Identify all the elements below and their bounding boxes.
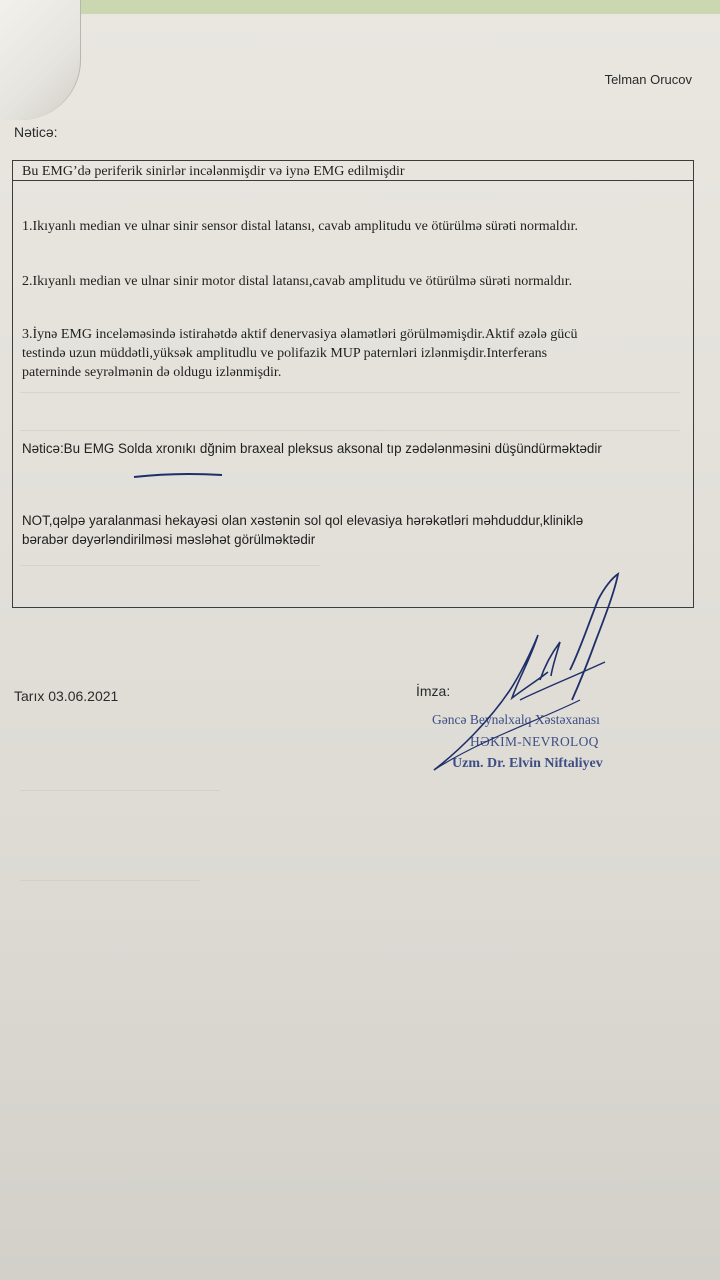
note-line-1: NOT,qəlpə yaralanmasi hekayəsi olan xəstənin sol qol elevasiya hərəkətləri məhduddur,kliniklə bbox=[22, 513, 584, 528]
conclusion: Nəticə:Bu EMG Solda xronıkı dğnim braxeal pleksus aksonal tıp zədələnməsini düşündürməktədir bbox=[22, 441, 602, 456]
finding-3-line-2: testində uzun müddətli,yüksək amplitudlu ve polifazik MUP paternləri izlənmişdir.Interferans bbox=[22, 346, 548, 361]
patient-name: Telman Orucov bbox=[604, 72, 692, 87]
stamp-doctor-name: Uzm. Dr. Elvin Niftaliyev bbox=[452, 756, 603, 771]
finding-1: 1.Ikıyanlı median ve ulnar sinir sensor distal latansı, cavab amplitudu ve ötürülmə sürəti normaldır. bbox=[22, 219, 578, 234]
paper-top-edge bbox=[70, 0, 720, 14]
date-label: Tarıx bbox=[14, 688, 45, 704]
date-value: 03.06.2021 bbox=[48, 688, 119, 704]
handwritten-signature bbox=[420, 570, 640, 780]
date-field bbox=[14, 688, 118, 704]
finding-2: 2.Ikıyanlı median ve ulnar sinir motor distal latansı,cavab amplitudu ve ötürülmə sürəti normaldır. bbox=[22, 274, 573, 289]
signature-label: İmza: bbox=[416, 683, 451, 699]
bleed-through-line bbox=[20, 880, 200, 881]
section-label: Nəticə: bbox=[14, 124, 58, 140]
finding-3-line-1: 3.İynə EMG inceləməsində istirahətdə aktif denervasiya əlamətləri görülməmişdir.Aktif əzələ gücü bbox=[22, 327, 578, 342]
stamp-hospital: Gəncə Beynəlxalq Xəstəxanası bbox=[432, 712, 600, 727]
bleed-through-line bbox=[20, 790, 220, 791]
finding-3-line-3: paterninde seyrəlmənin də oldugu izlənmişdir. bbox=[22, 365, 282, 380]
stamp-title: HƏKIM-NEVROLOQ bbox=[470, 734, 599, 749]
report-intro: Bu EMG’də periferik sinirlər incələnmişdir və iynə EMG edilmişdir bbox=[22, 164, 405, 179]
note-line-2: bərabər dəyərləndirilməsi məsləhət görülməktədir bbox=[22, 532, 316, 547]
pen-underline-mark bbox=[130, 468, 230, 482]
